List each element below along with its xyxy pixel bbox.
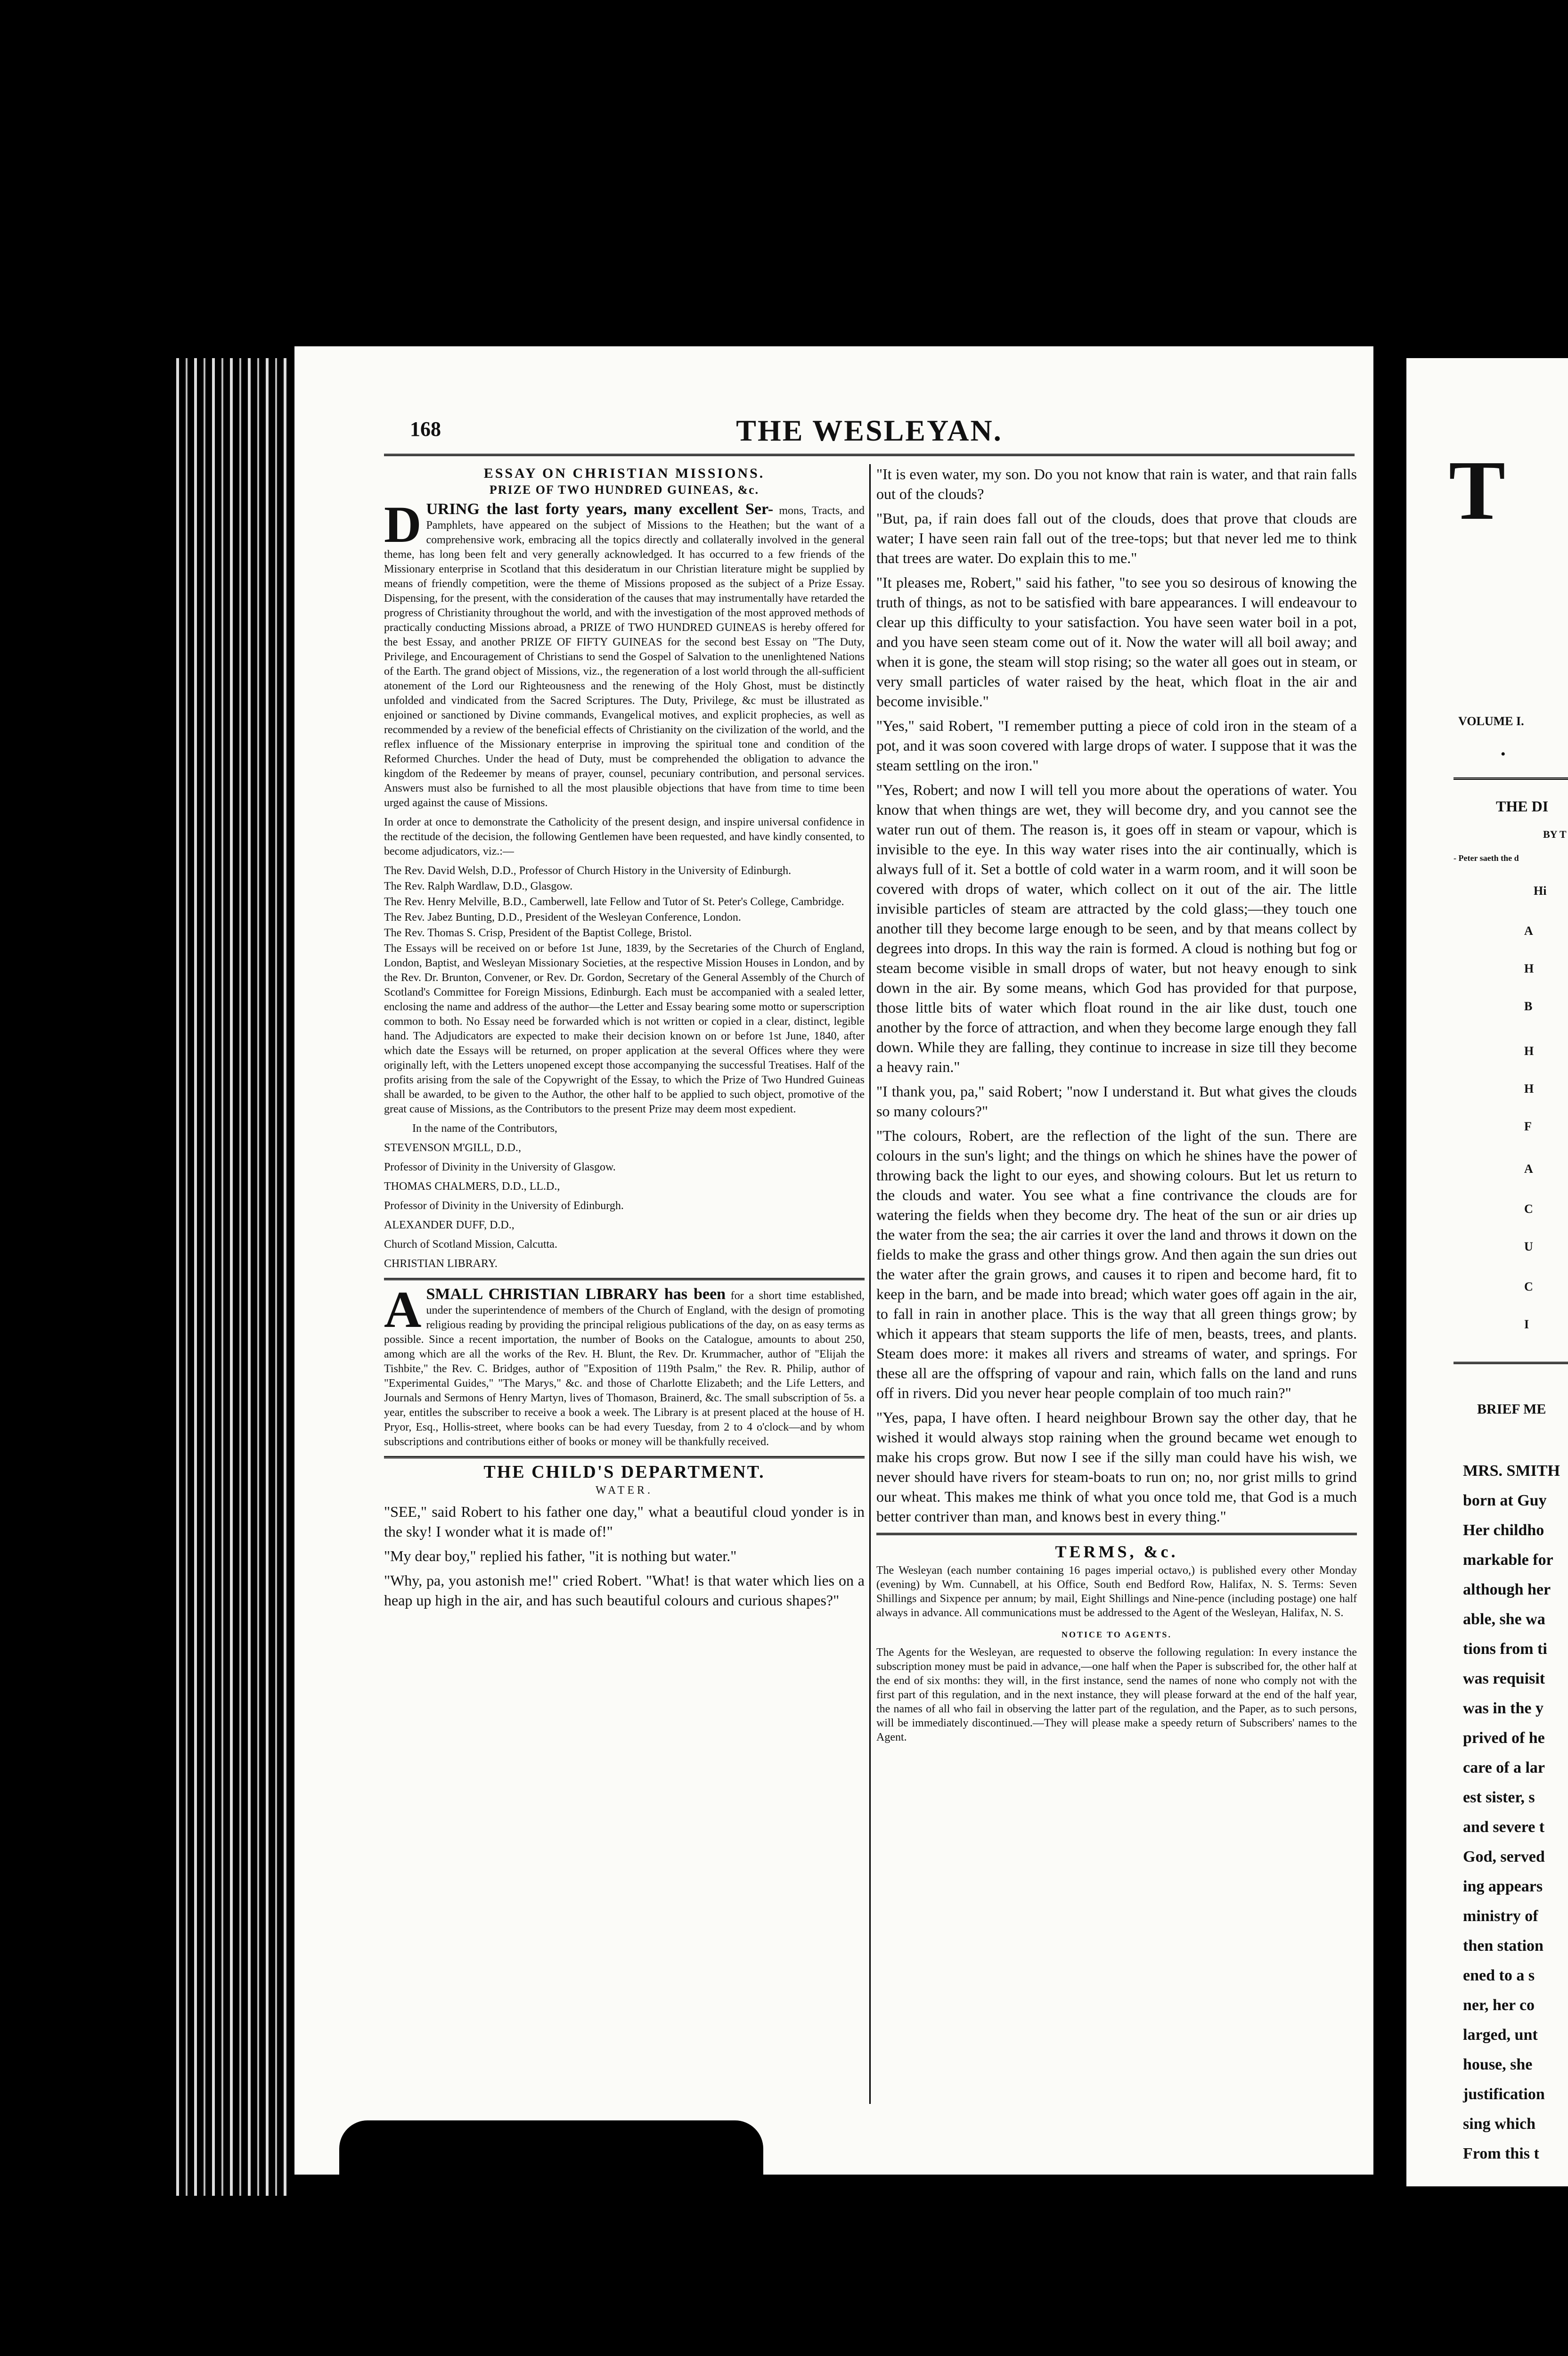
signature-role: Church of Scotland Mission, Calcutta. (384, 1238, 557, 1251)
essay-dropcap: D (384, 496, 422, 553)
story-paragraph: "I thank you, pa," said Robert; "now I understand it. But what gives the clouds so many colours?" (876, 1083, 1357, 1120)
essay-title: ESSAY ON CHRISTIAN MISSIONS. (483, 466, 765, 481)
margin-letter: I (1524, 1317, 1529, 1331)
memoir-line: Her childho (1463, 1522, 1544, 1539)
section-rule (876, 1533, 1357, 1535)
section-rule (384, 1456, 865, 1458)
adjudicator: The Rev. Thomas S. Crisp, President of the Baptist College, Bristol. (384, 927, 692, 939)
right-page-content (1406, 358, 1568, 2186)
adjudicator: The Rev. Jabez Bunting, D.D., President of the Wesleyan Conference, London. (384, 911, 741, 924)
scan-shadow (339, 2120, 763, 2196)
memoir-line: MRS. SMITH (1463, 1462, 1560, 1480)
masthead-letter: T (1449, 443, 1506, 537)
newspaper-page-left (294, 346, 1373, 2175)
masthead-title: THE WESLEYAN. (736, 414, 1003, 447)
memoir-line: prived of he (1463, 1729, 1545, 1747)
memoir-body (1463, 1456, 1568, 2168)
childs-department-heading: THE CHILD'S DEPARTMENT. (483, 1462, 765, 1482)
margin-letter: A (1524, 1162, 1533, 1176)
adjudicator-list (384, 864, 865, 941)
section-rule (384, 1278, 865, 1280)
essay-first-words: URING the last forty years, many excellent Ser- (426, 500, 774, 518)
section-footer: CHRISTIAN LIBRARY. (384, 1258, 498, 1270)
story-paragraph: "My dear boy," replied his father, "it is nothing but water." (384, 1547, 737, 1564)
library-first-words: SMALL CHRISTIAN LIBRARY has been (426, 1285, 726, 1303)
story-paragraph: "It is even water, my son. Do you not know that rain is water, and that rain falls out of the clouds? (876, 466, 1357, 502)
column-divider (869, 464, 871, 2104)
signature-name: ALEXANDER DUFF, D.D., (384, 1219, 514, 1231)
essay-paragraph-3: The Essays will be received on or before 1st June, 1839, by the Secretaries of the Church of England, London, Baptist, and Wesleyan Missionary Societies, at the respective Mission Houses in London, and by the Rev. Dr. Brunton, Convener, or Rev. Dr. Gordon, Secretary of the General Assembly of the Church of Scotland's Committee for Foreign Missions, Edinburgh. Each must be accompanied with a sealed letter, enclosing the name and address of the author—the Letter and Essay bearing some motto or superscription common to both. No Essay need be forwarded which is not written or copied in a clear, distinct, legible hand. The Adjudicators are expected to make their decision known on or before 1st June, 1840, after which date the Essays will be returned, on proper application at the several Offices where they were originally left, with the Letters unopened except those accompanying the successful Treatises. Half of the profits arising from the sale of the Copywright of the Essay, to which the Prize of Two Hundred Guineas shall be awarded, to be given to the Author, the other half to be applied to such object, promotive of the great cause of Missions, as the Contributors to the present Prize may deem most expedient. (384, 942, 865, 1115)
story-paragraph: "Why, pa, you astonish me!" cried Robert. "What! is that water which lies on a heap up high in the air, and has such beautiful colours and curious shapes?" (384, 1572, 865, 1609)
section-rule (1454, 1362, 1568, 1364)
memoir-line: care of a lar (1463, 1759, 1545, 1776)
memoir-line: ened to a s (1463, 1967, 1535, 1984)
memoir-line: although her (1463, 1581, 1551, 1598)
margin-letter: B (1524, 999, 1533, 1013)
margin-letter: C (1524, 1280, 1533, 1293)
memoir-line: house, she (1463, 2056, 1533, 2073)
memoir-line: markable for (1463, 1551, 1553, 1569)
essay-subtitle: PRIZE OF TWO HUNDRED GUINEAS, &c. (489, 483, 760, 497)
memoir-line: larged, unt (1463, 2026, 1538, 2044)
memoir-line: ing appears (1463, 1878, 1543, 1895)
newspaper-page-right (1406, 358, 1568, 2186)
masthead-rule (1454, 777, 1568, 780)
essay-paragraph-2: In order at once to demonstrate the Catholicity of the present design, and inspire universal confidence in the rectitude of the decision, the following Gentlemen have been requested, and have kindly consented, to become adjudicators, viz.:— (384, 816, 865, 858)
memoir-line: est sister, s (1463, 1789, 1535, 1806)
signature-intro: In the name of the Contributors, (412, 1122, 557, 1135)
signature-role: Professor of Divinity in the University of Glasgow. (384, 1161, 616, 1173)
margin-letter: Hi (1534, 884, 1547, 898)
margin-letter: H (1524, 1044, 1534, 1058)
adjudicator: The Rev. Ralph Wardlaw, D.D., Glasgow. (384, 880, 573, 892)
signature-name: THOMAS CHALMERS, D.D., LL.D., (384, 1180, 560, 1193)
story-paragraph: "Yes, papa, I have often. I heard neighbour Brown say the other day, that he wished it would always stop raining when the ground became wet enough to make his crops grow. But now I see if the silly man could have his wish, we never should have rivers for steam-boats to run on; no, nor grist mills to grind our wheat. This makes me think of what you once told me, that God is a much better contriver than man, and knows best in every thing." (876, 1409, 1357, 1525)
column-left (384, 464, 865, 2104)
header-rule (384, 454, 1355, 456)
memoir-line: was requisit (1463, 1670, 1545, 1687)
terms-heading: TERMS, &c. (1055, 1542, 1178, 1561)
memoir-line: and severe t (1463, 1818, 1545, 1836)
memoir-line: From this t (1463, 2145, 1539, 2162)
story-paragraph: "Yes, Robert; and now I will tell you more about the operations of water. You know that when things are wet, they will become dry, and you cannot see the water run out of them. The reason is, it goes off in steam or vapour, which is invisible to the eye. In this way water rises into the air continually, which is always full of it. Set a bottle of cold water in a warm room, and it will soon be covered with drops of water, which collect on it out of the air. The little invisible particles of steam are attracted by the cold glass;—they touch one another till they become large enough to be seen, and by that means collect by degrees into drops. In this way the rain is formed. A cloud is nothing but fog or steam become visible in small drops of water, but not heavy enough to sink down in the air. By some means, which God has provided for that purpose, those little bits of water which float round in the air like dust, touch one another by the force of attraction, and when they become large enough they fall down. While they are falling, they continue to increase in size till they become a heavy rain." (876, 781, 1357, 1075)
memoir-line: was in the y (1463, 1700, 1544, 1717)
bullet: • (1501, 746, 1506, 762)
memoir-line: then station (1463, 1937, 1544, 1955)
story-paragraph: "SEE," said Robert to his father one day," what a beautiful cloud yonder is in the sky! I wonder what it is made of!" (384, 1503, 865, 1540)
volume-label: VOLUME I. (1458, 714, 1524, 728)
memoir-line: God, served (1463, 1848, 1545, 1865)
library-dropcap: A (384, 1281, 422, 1338)
brief-memoir-heading: BRIEF ME (1477, 1401, 1546, 1417)
page-header (410, 414, 1329, 450)
memoir-line: ministry of (1463, 1907, 1538, 1925)
story-paragraph: "Yes," said Robert, "I remember putting a piece of cold iron in the steam of a pot, and it was soon covered with large drops of water. I suppose that it was the steam settling on the iron." (876, 717, 1357, 774)
margin-letter: H (1524, 1082, 1534, 1096)
signature-name: STEVENSON M'GILL, D.D., (384, 1142, 521, 1154)
library-notice (384, 1281, 865, 1449)
terms-body: The Wesleyan (each number containing 16 pages imperial octavo,) is published every other Monday (evening) by Wm. Cunnabell, at his Office, South end Bedford Row, Halifax, N. S. Terms: Seven Shillings and Sixpence per annum; by mail, Eight Shillings and Nine-pence (including postage) one half always in advance. All communications must be addressed to the Agent of the Wesleyan, Halifax, N. S. (876, 1564, 1357, 1619)
page-number: 168 (410, 417, 441, 441)
memoir-line: justification (1463, 2086, 1545, 2103)
memoir-line: ner, her co (1463, 1996, 1535, 2014)
essay-paragraph-1 (384, 496, 865, 810)
adjudicator: The Rev. Henry Melville, B.D., Camberwell, late Fellow and Tutor of St. Peter's College, Cambridge. (384, 896, 844, 908)
story-paragraph: "The colours, Robert, are the reflection of the light of the sun. There are colours in the sun's light; and the things on which he shines have the power of throwing back the light to our eyes, and showing colours. But let us return to the clouds and water. You see what a fine contrivance the clouds are for watering the fields when they become dry. The heat of the sun or air dries up the water from the sea; the air carries it over the land and throws it down on the fields to make the grass and other things grow. And then again the sun dries out the water after the grain grows, and causes it to ripen and become hard, fit to keep in the barn, and be made into bread; which water goes off again in the air, to fall in rain in another place. This is the way that all green things grow; by which it appears that steam supports the life of men, beasts, trees, and plants. Steam does more: it makes all rivers and streams of water, and springs. For these all are the offspring of vapour and rain, which falls on the land and runs off in rivers. Did you never hear people complain of too much rain?" (876, 1127, 1357, 1401)
margin-letter: C (1524, 1202, 1533, 1216)
water-subheading: WATER. (596, 1484, 653, 1497)
notice-body: The Agents for the Wesleyan, are requested to observe the following regulation: In every instance the subscription money must be paid in advance,—one half when the Paper is subscribed for, the other half at the end of six months: they will, in the first instance, send the names of none who comply not with the first part of this regulation, and in the next instance, they will please forward at the end of the half year, the names of all who fail in observing the latter part of the regulation, and the Paper, as to such persons, will be immediately discontinued.—They will please make a speedy return of Subscribers' names to the Agent. (876, 1646, 1357, 1743)
story-paragraph: "It pleases me, Robert," said his father, "to see you so desirous of knowing the truth of things, as not to be satisfied with bare appearances. I will endeavour to clear up this difficulty to your satisfaction. You have seen water boil in a pot, and you have seen steam come out of it. Now the water will all boil away; and when it is gone, the steam will stop rising; so the water all goes out in steam, or very small particles of water raised by the heat, which float in the air and become invisible." (876, 574, 1357, 710)
margin-letter: H (1524, 962, 1534, 975)
adjudicator: The Rev. David Welsh, D.D., Professor of Church History in the University of Edinburgh. (384, 865, 792, 877)
margin-letter: A (1524, 924, 1533, 938)
water-story-start (384, 1502, 865, 1610)
book-binding-edge (170, 358, 292, 2196)
margin-letter: U (1524, 1240, 1533, 1253)
memoir-line: sing which (1463, 2115, 1535, 2133)
notice-heading: NOTICE TO AGENTS. (1062, 1630, 1172, 1639)
essay-paragraph-1-text: mons, Tracts, and Pamphlets, have appeared on the subject of Missions to the Heathen; but the want of a comprehensive work, embracing all the topics directly and collaterally involved in the general theme, has long been felt and very generally acknowledged. It has occurred to a few friends of the Missionary enterprise in Scotland that this desideratum in our Christian literature might be supplied by means of friendly competition, were the theme of Missions proposed as the subject of a Prize Essay. Dispensing, for the present, with the consideration of the causes that may instrumentally have retarded the progress of Christianity throughout the world, and with the investigation of the most approved methods of practically conducting Missions abroad, a PRIZE of TWO HUNDRED GUINEAS is hereby offered for the best Essay, and another PRIZE OF FIFTY GUINEAS for the second best Essay on "The Duty, Privilege, and Encouragement of Christians to send the Gospel of Salvation to the unenlightened Nations of the Earth. The grand object of Missions, viz., the regeneration of a lost world through the all-sufficient atonement of the Lord our Righteousness and the renewing of the Holy Ghost, must be distinctly unfolded and vindicated from the Sacred Scriptures. The Duty, Privilege, &c must be illustrated as enjoined or sanctioned by Divine commands, Evangelical motives, and explicit prophecies, as well as recommended by a review of the beneficial effects of Christianity on the civilization of the world, and the reflex influence of the Missionary enterprise in improving the spiritual tone and condition of the Reformed Churches. Under the head of Duty, must be comprehended the obligation to advance the kingdom of the Redeemer by means of prayer, counsel, pecuniary contribution, and personal services. Answers must also be furnished to all the most plausible objections that have from time to time been urged against the cause of Missions. (384, 505, 865, 809)
library-body: for a short time established, under the superintendence of members of the Church of England, with the design of promoting religious reading by providing the principal religious publications of the day, on as easy terms as possible. Since a recent importation, the number of Books on the Catalogue, amounts to about 250, among which are all the works of the Rev. H. Blunt, the Rev. Dr. Krummacher, author of "Elijah the Tishbite," the Rev. C. Bridges, author of "Exposition of 119th Psalm," the Rev. R. Philip, author of "Experimental Guides," "The Marys," &c. and those of Charlotte Elizabeth; and the Life Letters, and Journals and Sermons of Henry Martyn, lives of Thomason, Brainerd, &c. The small subscription of 5s. a year, entitles the subscriber to receive a book a week. The Library is at present placed at the house of H. Pryor, Esq., Hollis-street, where books can be had every Tuesday, from 2 to 4 o'clock—and by whom subscriptions and contributions either of books or money will be thankfully received. (384, 1290, 865, 1448)
byline: BY T (1543, 828, 1567, 840)
epigraph: - Peter saeth the d (1454, 853, 1519, 863)
story-paragraph: "But, pa, if rain does fall out of the clouds, does that prove that clouds are water; I have seen rain fall out of the tree-tops; but that never led me to think that trees are water. Do explain this to me." (876, 510, 1357, 566)
memoir-line: born at Guy (1463, 1492, 1547, 1509)
signature-role: Professor of Divinity in the University of Edinburgh. (384, 1200, 624, 1212)
article-heading: THE DI (1496, 798, 1549, 815)
column-right (876, 464, 1357, 2104)
memoir-line: tions from ti (1463, 1640, 1547, 1658)
margin-letter: F (1524, 1120, 1532, 1133)
memoir-line: able, she wa (1463, 1611, 1545, 1628)
